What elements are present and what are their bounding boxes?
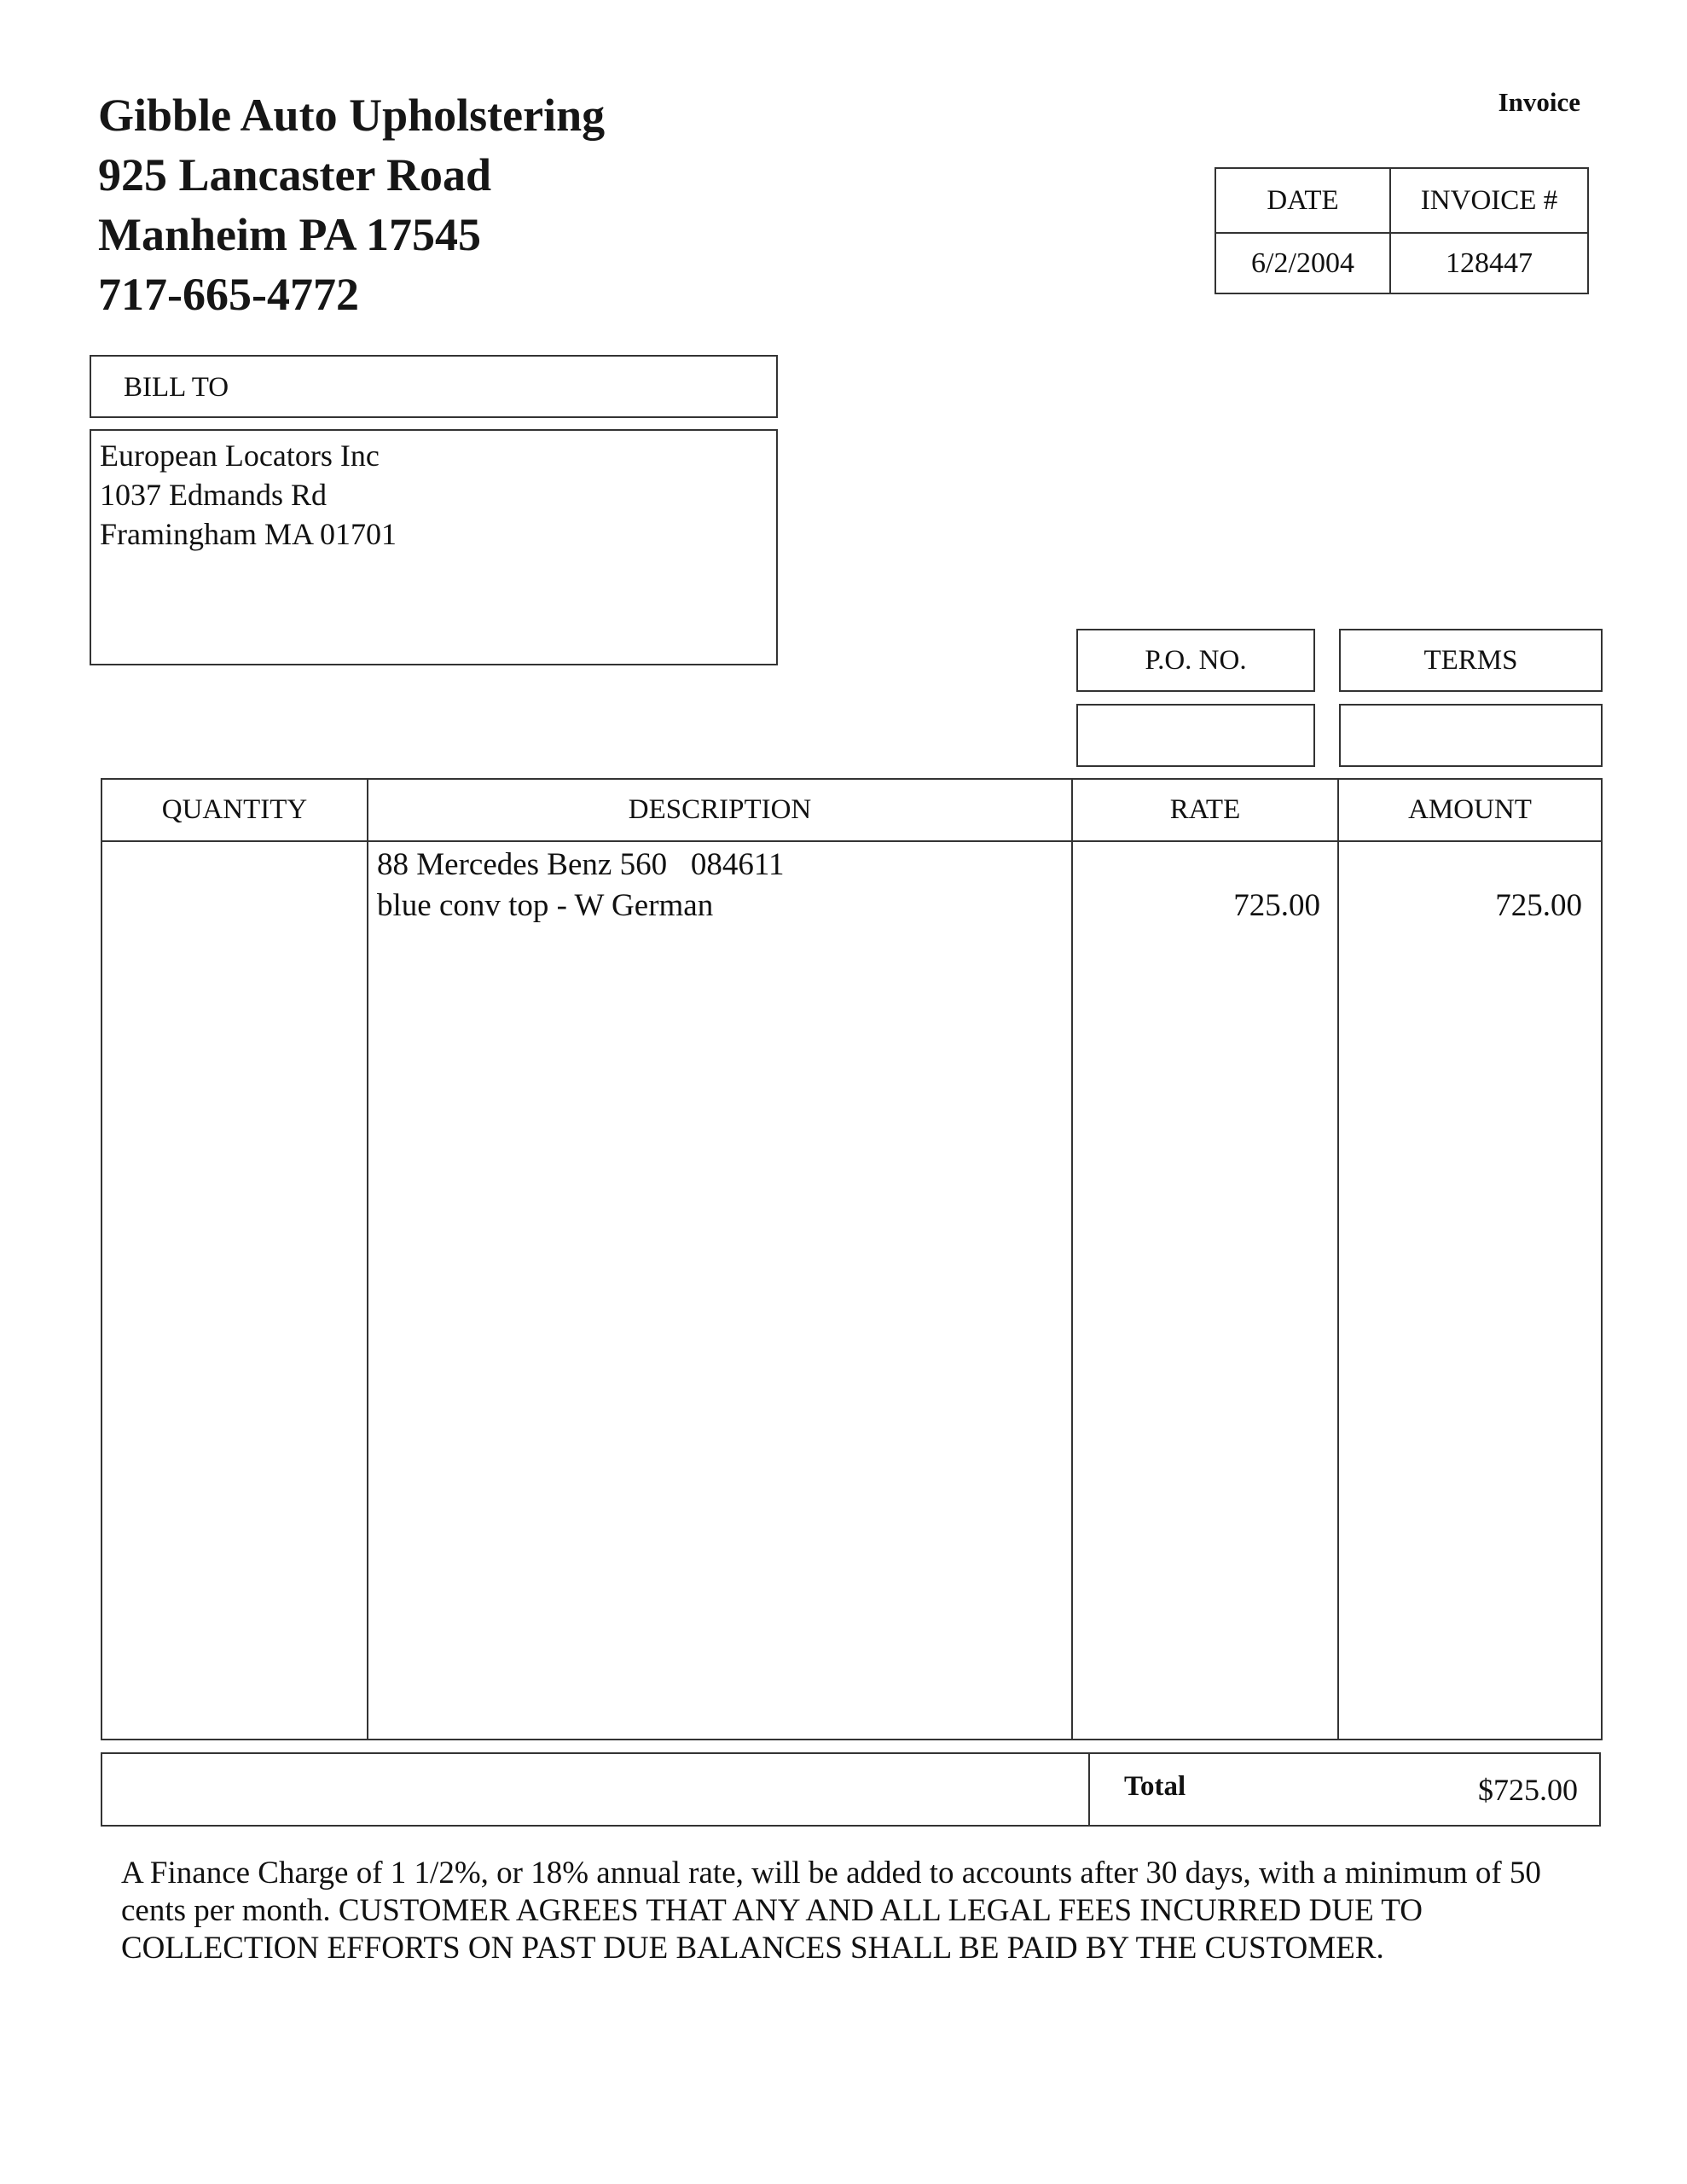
bill-to-address-box — [90, 429, 778, 665]
total-row — [101, 1752, 1601, 1827]
column-header-rate: RATE — [1169, 794, 1241, 825]
column-header-quantity: QUANTITY — [161, 794, 308, 825]
bill-to-label-box — [90, 355, 778, 418]
bill-to-street: 1037 Edmands Rd — [100, 478, 327, 512]
document-type-label: Invoice — [1498, 87, 1580, 117]
po-label-box — [1076, 629, 1315, 692]
invoice-number-value: 128447 — [1446, 247, 1533, 279]
po-label: P.O. NO. — [1145, 644, 1247, 676]
bill-to-label: BILL TO — [124, 372, 229, 403]
table-row-description — [377, 845, 1059, 926]
company-street: 925 Lancaster Road — [98, 149, 492, 200]
line-items-table — [101, 778, 1603, 1740]
description-line-2: blue conv top - W German — [377, 888, 714, 923]
total-value: $725.00 — [1478, 1773, 1578, 1807]
terms-value-box — [1339, 704, 1603, 767]
total-label: Total — [1124, 1771, 1186, 1802]
column-header-description: DESCRIPTION — [628, 794, 812, 825]
po-value-box — [1076, 704, 1315, 767]
company-header — [98, 85, 605, 324]
terms-label: TERMS — [1423, 644, 1518, 676]
company-name: Gibble Auto Upholstering — [98, 90, 606, 141]
table-row-rate: 725.00 — [1233, 888, 1320, 923]
finance-charge-terms: A Finance Charge of 1 1/2%, or 18% annual rate, will be added to accounts after 30 days, with a minimum of 50 cents per month. CUSTOMER AGREES THAT ANY AND ALL LEGAL FEES INCURRED DUE TO COLLECTION EFFORTS ON PAST DUE BALANCES SHALL BE PAID BY THE CUSTOMER. — [121, 1856, 1541, 1966]
terms-value — [1341, 706, 1601, 765]
po-value — [1078, 706, 1313, 765]
terms-label-box — [1339, 629, 1603, 692]
company-city-state-zip: Manheim PA 17545 — [98, 209, 481, 260]
bill-to-city: Framingham MA 01701 — [100, 517, 397, 551]
invoice-meta-box — [1215, 167, 1589, 294]
company-phone: 717-665-4772 — [98, 269, 359, 320]
bill-to-name: European Locators Inc — [100, 439, 380, 473]
date-value: 6/2/2004 — [1251, 247, 1354, 279]
bill-to-address — [100, 436, 397, 554]
column-header-amount: AMOUNT — [1408, 794, 1532, 825]
description-line-1: 88 Mercedes Benz 560 084611 — [377, 847, 785, 882]
table-row-amount: 725.00 — [1495, 888, 1582, 923]
date-label: DATE — [1267, 184, 1339, 216]
invoice-number-label: INVOICE # — [1420, 184, 1558, 216]
